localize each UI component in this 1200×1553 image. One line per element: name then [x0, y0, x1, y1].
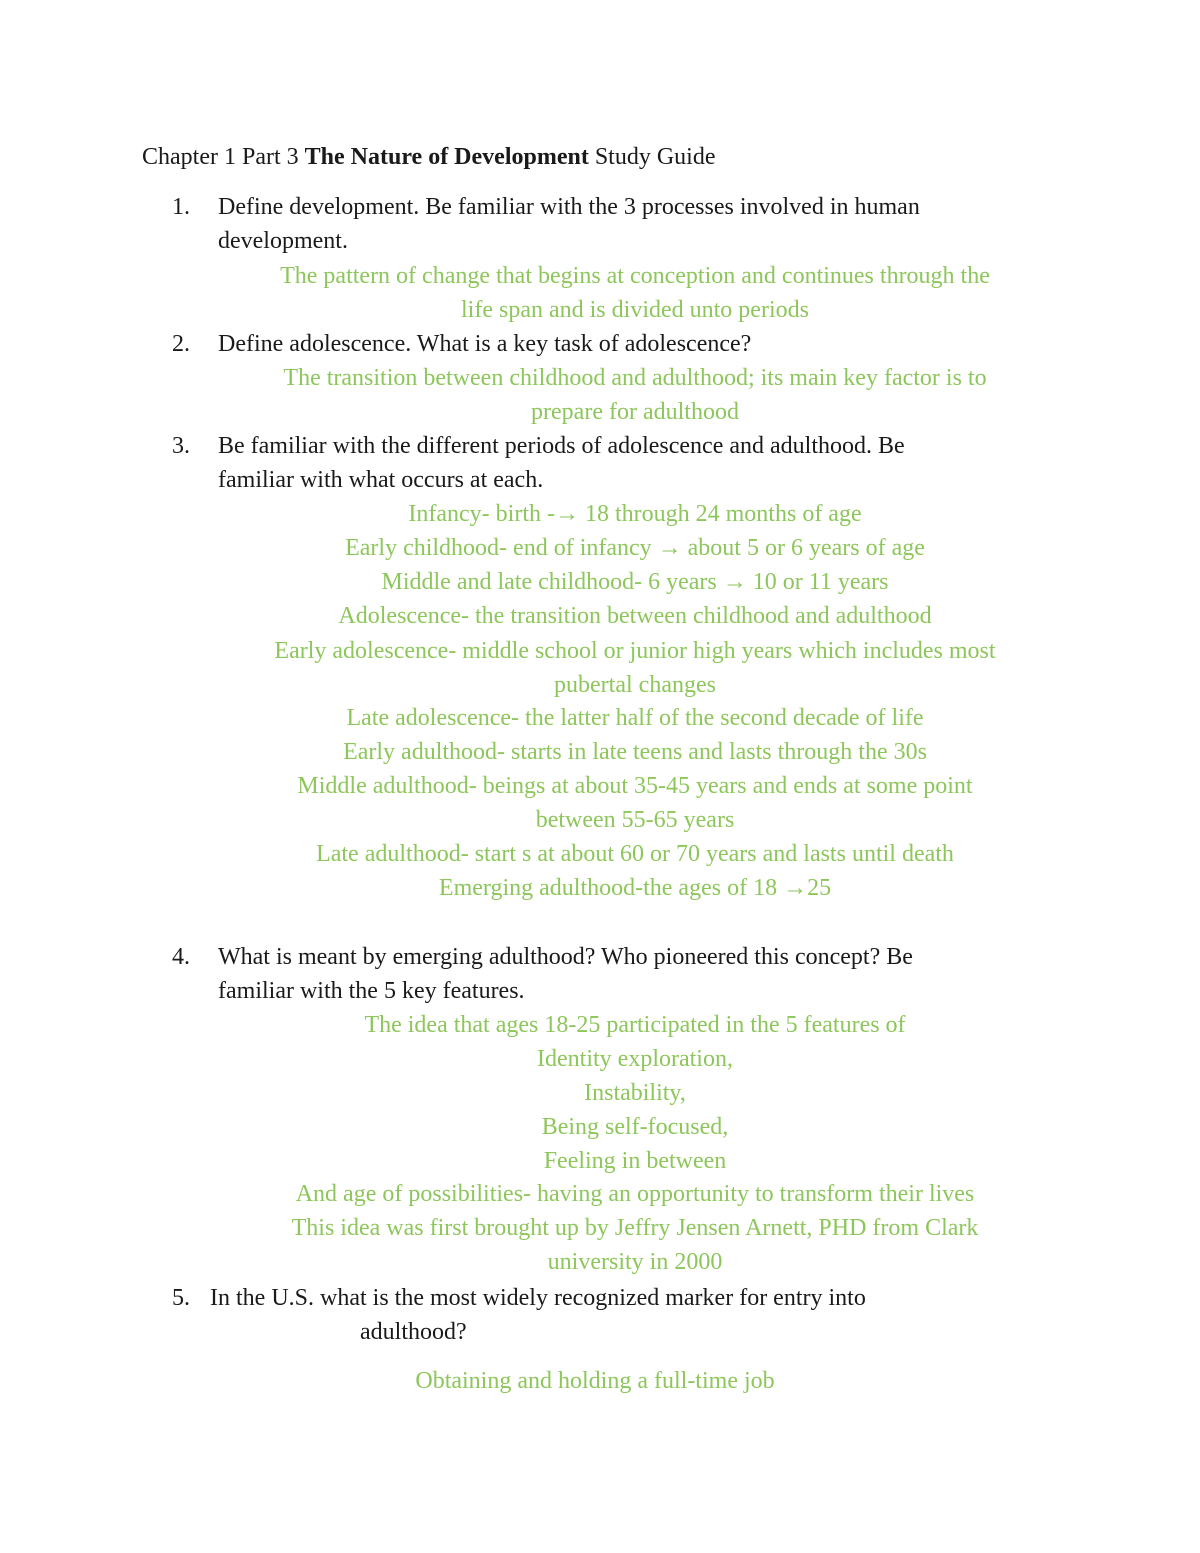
answer-line: This idea was first brought up by Jeffry Jensen Arnett, PHD from Clark — [291, 1215, 979, 1241]
answer-line: Feeling in between — [543, 1148, 727, 1174]
answer-line: Instability, — [584, 1080, 686, 1106]
question-1 — [172, 190, 1052, 258]
question-number: 5. — [172, 1285, 190, 1311]
answer-line: Obtaining and holding a full-time job — [415, 1368, 775, 1394]
question-number: 2. — [172, 331, 190, 357]
question-line: adulthood? — [360, 1319, 467, 1345]
question-line: development. — [218, 228, 348, 254]
answer-line: The idea that ages 18-25 participated in the 5 features of — [364, 1012, 906, 1038]
answer-line: Middle and late childhood- 6 years → 10 or 11 years — [381, 569, 889, 595]
answer-line: between 55-65 years — [535, 807, 735, 833]
question-3 — [172, 429, 1052, 497]
answer-line: Late adulthood- start s at about 60 or 70 years and lasts until death — [316, 841, 954, 867]
answer-line: Identity exploration, — [537, 1046, 733, 1072]
question-line: In the U.S. what is the most widely recognized marker for entry into — [210, 1285, 866, 1311]
answer-line: Being self-focused, — [541, 1114, 729, 1140]
answer-line: Infancy- birth -→ 18 through 24 months of age — [408, 501, 862, 527]
question-number: 4. — [172, 944, 190, 970]
answer-line: Late adolescence- the latter half of the second decade of life — [346, 705, 924, 731]
answer-line: Emerging adulthood-the ages of 18 →25 — [438, 875, 832, 901]
answer-line: Adolescence- the transition between childhood and adulthood — [338, 603, 932, 629]
answer-line: Early adulthood- starts in late teens and lasts through the 30s — [343, 739, 927, 765]
answer-line: Middle adulthood- beings at about 35-45 years and ends at some point — [297, 773, 973, 799]
question-line: familiar with the 5 key features. — [218, 978, 525, 1004]
answer-line: university in 2000 — [547, 1249, 723, 1275]
answer-line: The transition between childhood and adulthood; its main key factor is to — [283, 365, 987, 391]
question-number: 1. — [172, 194, 190, 220]
page-title — [142, 140, 716, 174]
answer-line: life span and is divided unto periods — [461, 297, 809, 323]
question-2 — [172, 327, 1052, 361]
question-line: What is meant by emerging adulthood? Who pioneered this concept? Be — [218, 944, 913, 970]
answer-line: prepare for adulthood — [531, 399, 739, 425]
title-prefix: Chapter 1 Part 3 — [142, 144, 299, 170]
answer-line: And age of possibilities- having an opportunity to transform their lives — [295, 1181, 975, 1207]
question-number: 3. — [172, 433, 190, 459]
answer-line: The pattern of change that begins at conception and continues through the — [280, 263, 990, 289]
answer-line: Early childhood- end of infancy → about 5 or 6 years of age — [345, 535, 925, 561]
title-suffix: Study Guide — [594, 144, 716, 170]
question-line: Define development. Be familiar with the 3 processes involved in human — [218, 194, 920, 220]
question-5 — [172, 1281, 1052, 1349]
question-line: Define adolescence. What is a key task of adolescence? — [218, 331, 752, 357]
question-line: Be familiar with the different periods of adolescence and adulthood. Be — [218, 433, 905, 459]
answer-line: Early adolescence- middle school or junior high years which includes most — [274, 638, 996, 664]
answer-line: pubertal changes — [554, 672, 716, 698]
question-line: familiar with what occurs at each. — [218, 467, 544, 493]
question-4 — [172, 940, 1052, 1008]
title-bold: The Nature of Development — [304, 144, 589, 170]
